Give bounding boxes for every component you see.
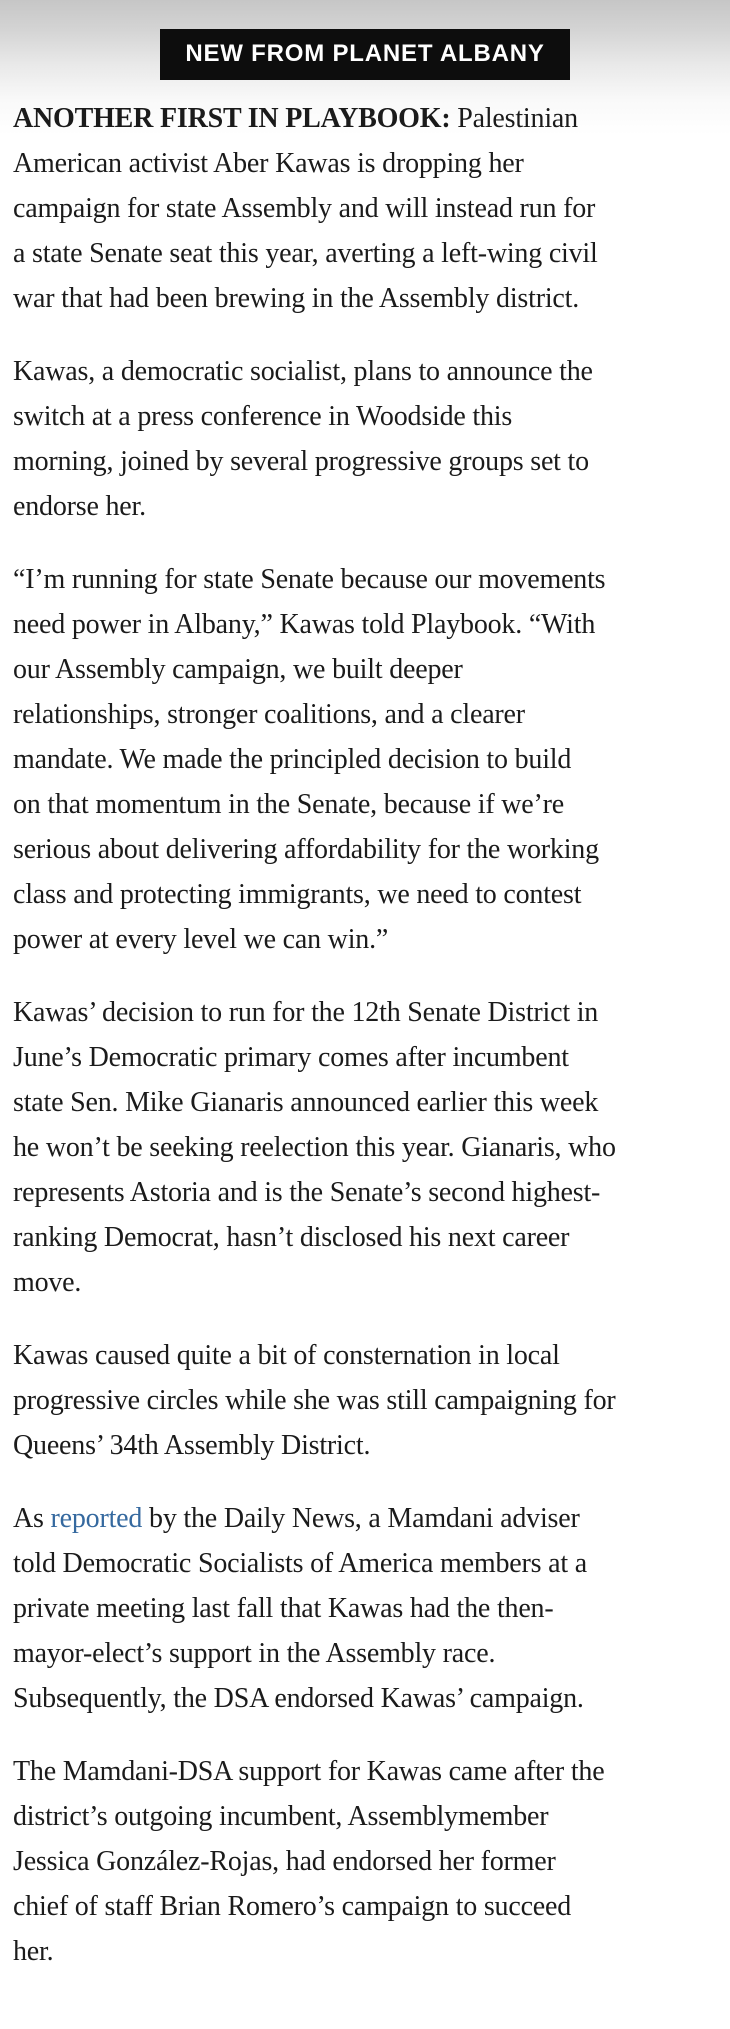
article-paragraph — [13, 990, 730, 1305]
text-segment: Palestinian — [450, 103, 578, 134]
text-line — [13, 1749, 730, 1794]
text-line — [13, 1839, 730, 1884]
reported-link[interactable]: reported — [50, 1503, 143, 1534]
text-segment: relationships, stronger coalitions, and a clearer — [13, 699, 525, 730]
text-line — [13, 484, 730, 529]
text-line — [13, 1333, 730, 1378]
text-segment: he won’t be seeking reelection this year. Gianaris, who — [13, 1132, 616, 1163]
text-segment: chief of staff Brian Romero’s campaign to succeed — [13, 1891, 572, 1922]
article-paragraph — [13, 1749, 730, 1974]
text-segment: switch at a press conference in Woodside this — [13, 401, 513, 432]
text-line — [13, 1215, 730, 1260]
text-line — [13, 917, 730, 962]
text-segment: Kawas’ decision to run for the 12th Senate District in — [13, 997, 599, 1028]
text-line — [13, 990, 730, 1035]
text-line — [13, 872, 730, 917]
article-paragraph — [13, 557, 730, 962]
article-body — [13, 96, 730, 1974]
text-segment: serious about delivering affordability for the working — [13, 834, 599, 865]
text-segment: power at every level we can win.” — [13, 924, 389, 955]
text-segment: ranking Democrat, hasn’t disclosed his next career — [13, 1222, 570, 1253]
text-segment: move. — [13, 1267, 82, 1298]
text-segment: district’s outgoing incumbent, Assemblymember — [13, 1801, 549, 1832]
text-line — [13, 827, 730, 872]
text-segment: by the Daily News, a Mamdani adviser — [142, 1503, 580, 1534]
text-segment: private meeting last fall that Kawas had the then- — [13, 1593, 554, 1624]
text-line — [13, 1378, 730, 1423]
text-line — [13, 1170, 730, 1215]
text-segment: Queens’ 34th Assembly District. — [13, 1430, 371, 1461]
text-segment: her. — [13, 1936, 54, 1967]
text-line — [13, 782, 730, 827]
text-segment: war that had been brewing in the Assembly district. — [13, 283, 580, 314]
text-segment: campaign for state Assembly and will instead run for — [13, 193, 596, 224]
text-line — [13, 1080, 730, 1125]
newsletter-page — [0, 29, 730, 2029]
text-segment: a state Senate seat this year, averting a left-wing civil — [13, 238, 598, 269]
text-segment: progressive circles while she was still campaigning for — [13, 1385, 616, 1416]
text-line — [13, 349, 730, 394]
text-line — [13, 1884, 730, 1929]
text-line — [13, 231, 730, 276]
text-line — [13, 1541, 730, 1586]
text-segment: Jessica González-Rojas, had endorsed her former — [13, 1846, 556, 1877]
text-segment: The Mamdani-DSA support for Kawas came after the — [13, 1756, 605, 1787]
lead-in-bold: ANOTHER FIRST IN PLAYBOOK: — [13, 103, 451, 134]
text-segment: state Sen. Mike Gianaris announced earlier this week — [13, 1087, 599, 1118]
text-segment: endorse her. — [13, 491, 146, 522]
text-line — [13, 737, 730, 782]
article-paragraph — [13, 96, 730, 321]
text-line — [13, 276, 730, 321]
text-segment: mandate. We made the principled decision to build — [13, 744, 572, 775]
text-segment: Subsequently, the DSA endorsed Kawas’ campaign. — [13, 1683, 584, 1714]
text-segment: “I’m running for state Senate because our movements — [13, 564, 606, 595]
text-line — [13, 439, 730, 484]
text-line — [13, 1496, 730, 1541]
text-line — [13, 394, 730, 439]
text-segment: Kawas, a democratic socialist, plans to announce the — [13, 356, 593, 387]
article-paragraph — [13, 1496, 730, 1721]
text-line — [13, 1125, 730, 1170]
text-segment: our Assembly campaign, we built deeper — [13, 654, 463, 685]
text-line — [13, 1631, 730, 1676]
text-line — [13, 1260, 730, 1305]
text-line — [13, 1794, 730, 1839]
section-label-banner: NEW FROM PLANET ALBANY — [160, 29, 569, 80]
article-paragraph — [13, 1333, 730, 1468]
text-line — [13, 692, 730, 737]
text-segment: represents Astoria and is the Senate’s second highest- — [13, 1177, 601, 1208]
text-line — [13, 1676, 730, 1721]
text-segment: mayor-elect’s support in the Assembly race. — [13, 1638, 496, 1669]
text-line — [13, 1586, 730, 1631]
text-segment: class and protecting immigrants, we need to contest — [13, 879, 582, 910]
text-segment: told Democratic Socialists of America members at a — [13, 1548, 587, 1579]
text-segment: need power in Albany,” Kawas told Playbook. “With — [13, 609, 596, 640]
text-line — [13, 647, 730, 692]
text-line — [13, 1423, 730, 1468]
text-segment: morning, joined by several progressive groups set to — [13, 446, 589, 477]
text-segment: on that momentum in the Senate, because if we’re — [13, 789, 564, 820]
text-segment: June’s Democratic primary comes after incumbent — [13, 1042, 569, 1073]
text-line — [13, 141, 730, 186]
text-line — [13, 96, 730, 141]
text-line — [13, 557, 730, 602]
text-line — [13, 186, 730, 231]
text-line — [13, 1929, 730, 1974]
text-segment: Kawas caused quite a bit of consternation in local — [13, 1340, 560, 1371]
text-line — [13, 602, 730, 647]
article-paragraph — [13, 349, 730, 529]
text-line — [13, 1035, 730, 1080]
text-segment: As — [13, 1503, 51, 1534]
text-segment: American activist Aber Kawas is dropping her — [13, 148, 524, 179]
